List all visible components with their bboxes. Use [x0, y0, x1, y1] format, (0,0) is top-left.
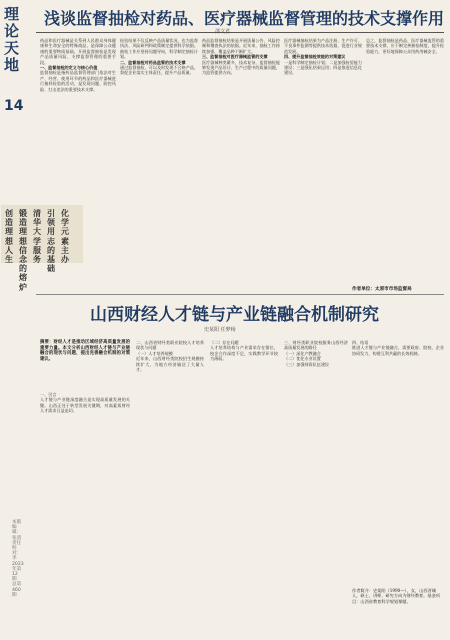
section-title: 理论天地: [4, 5, 20, 74]
slogan-column: 引领用志的基础: [47, 208, 55, 274]
article2-column-1: 一、引言 人才链与产业链深度融合是实现高质量发展的关键。山西正处于转型发展关键期，对高素质财经人才需求日益迫切。: [40, 392, 130, 414]
article2-abstract: 摘要：财经人才是推动区域经济高质量发展的重要力量。本文分析山西财经人才链与产业链融合的现状与问题，提出完善融合机制的对策建议。: [40, 340, 130, 362]
page-number: 14: [4, 98, 24, 114]
paragraph: 药品和医疗器械是关系到人民群众身体健康和生命安全的特殊商品，是保障公众健康的重要物质基础。开展监督抽检是发现产品质量风险、支撑监督管理的重要手段。: [40, 38, 116, 65]
article1-column-4: [284, 38, 362, 283]
paragraph: 检验结果不仅反映产品质量状况，也为监督执法、风险研判和政策制定提供科学依据。抽检工作应坚持问题导向，科学制定抽检计划。: [120, 38, 198, 60]
article1-author-unit: 作者单位：太原市市场监督局: [352, 287, 412, 292]
article2-column-2: 二、山西省财经类职业院校人才培养现状与问题 （一）人才培养规模 近年来，山西财经类院校招生规模持续扩大，为地方经济输送了大量人才。: [136, 340, 204, 373]
paragraph: 总之，监督抽检是药品、医疗器械监管的重要技术支撑，应不断完善抽检制度，提升检验能力，更好地保障公众用药用械安全。: [366, 38, 444, 54]
paragraph: 医疗器械抽检结果为产品注册、生产许可、不良事件监测等提供技术依据，促进行业规范发展。: [284, 38, 362, 54]
paragraph: 通过监督抽检，可以及时发现不合格产品，督促企业落实主体责任，提升产品质量。: [120, 65, 198, 76]
side-meta: 本版编辑：张清 责任校对：李 2023年第12期 总第460期: [12, 520, 24, 598]
article2-column-3: （二）存在问题 人才培养结构与产业需求存在错位，校企合作深度不足，实践教学环节较为薄弱。: [210, 340, 278, 362]
article1-headline: 浅谈监督抽检对药品、医疗器械监督管理的技术支撑作用: [44, 9, 445, 28]
article1-column-1: [40, 38, 116, 196]
subheading: 一、监督抽检的定义与核心价值: [40, 65, 98, 71]
subheading: 四、提升监督抽检效能的对策建议: [284, 54, 346, 60]
slogan-column: 清华大学服务: [33, 208, 41, 265]
article2-column-5: 四、结语 推进人才链与产业链融合，需要政府、院校、企业协同发力，构建互利共赢的长效机制。: [352, 340, 444, 356]
paragraph: 监督抽检是指药品监督管理部门依法对生产、经营、使用环节的药品和医疗器械进行抽样检验的活动，是发现问题、防控风险、打击违法的重要技术支撑。: [40, 70, 116, 92]
paragraph: 一是科学制定抽检计划；二是加强检验能力建设；三是强化结果运用；四是推进信息化建设。: [284, 59, 362, 76]
article2-author-note: 作者简介：史某阳（1990—），女，山西晋城人，硕士，讲师，研究方向为财经教育。基金项目：山西省教育科学规划课题。: [352, 588, 440, 604]
article2-headline: 山西财经人才链与产业链融合机制研究: [90, 305, 379, 325]
slogan-column: 化学元素主办: [61, 208, 69, 265]
slogan-column: 创造理想人生: [5, 208, 13, 265]
article1-column-3: [202, 38, 280, 283]
divider: [36, 294, 444, 295]
article2-byline: 史某阳 任梦杨: [204, 327, 236, 333]
article1-column-5: [366, 38, 444, 278]
paragraph: 药品监督抽检结果是开展质量公告、风险控制和稽查执法的依据。近年来，抽检工作持续加强，覆盖品种不断扩大。: [202, 38, 280, 54]
subheading: 三、监督抽检对医疗器械监管的支撑: [202, 54, 268, 60]
article2-column-4: 三、财经类职业院校服务山西经济高质量发展的路径 （一）深化产教融合 （二）优化专业设置 （三）加强师资队伍建设: [284, 340, 348, 367]
divider: [36, 32, 444, 33]
article1-column-2: [120, 38, 198, 283]
paragraph: 医疗器械种类繁多，技术复杂，监督抽检能够发现产品设计、生产过程中的质量问题，为监管提供方向。: [202, 59, 280, 76]
subheading: 二、监督抽检对药品监管的技术支撑: [120, 59, 186, 65]
sidebar: [0, 0, 30, 640]
article1-byline: 邵文君: [215, 29, 231, 35]
slogan-column: 锻造理想信念的熔炉: [19, 208, 27, 292]
slogan-box: [1, 205, 83, 292]
